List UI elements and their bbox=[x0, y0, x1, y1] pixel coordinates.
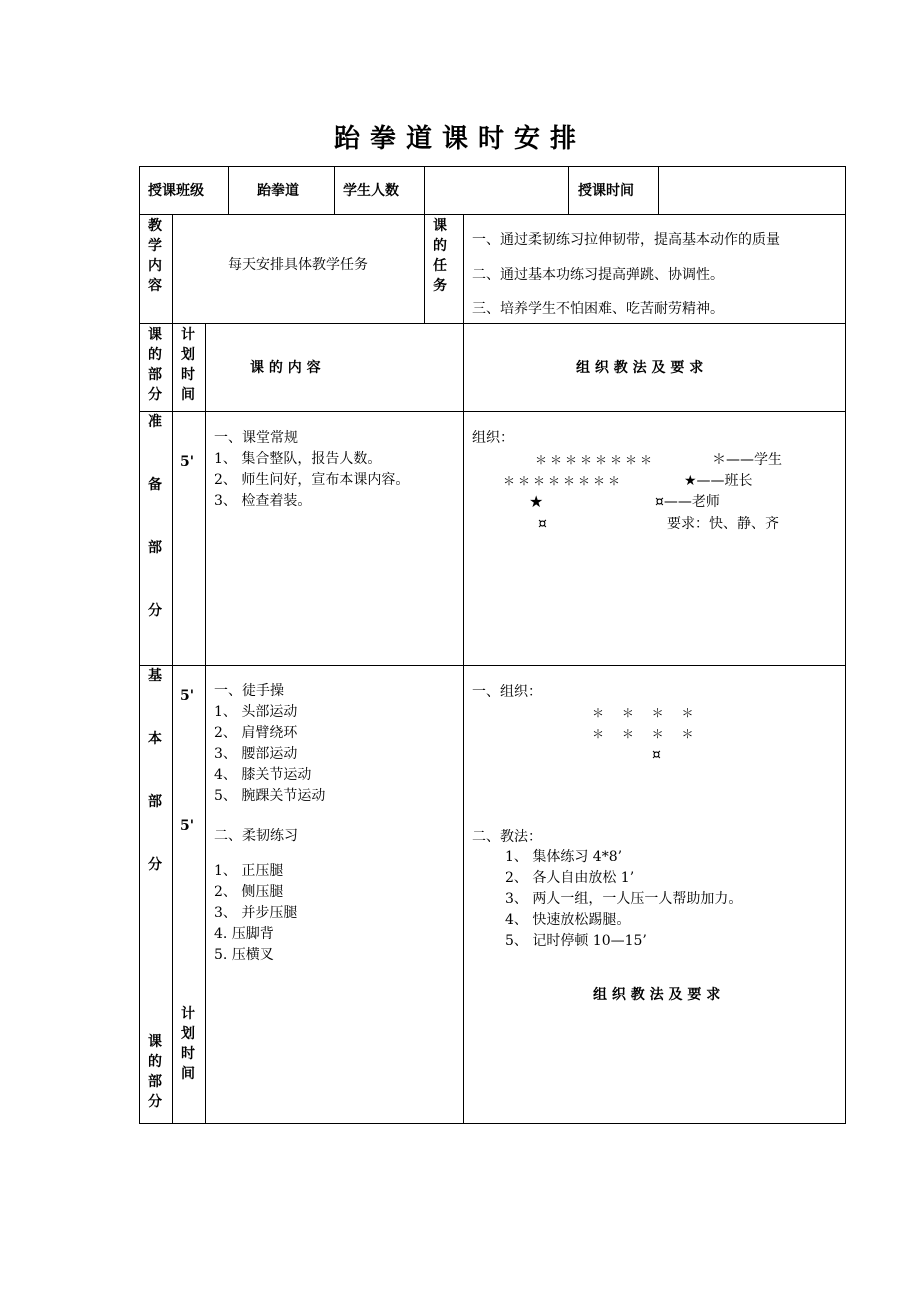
content-label: 教学内容 bbox=[148, 218, 162, 294]
list-item: 3、 检查着装。 bbox=[214, 493, 312, 509]
part-column-header: 课的部分 bbox=[148, 327, 162, 403]
basic-time-2: 5' bbox=[180, 818, 195, 834]
prep-content-title: 一、课堂常规 bbox=[214, 430, 298, 446]
prep-time: 5' bbox=[180, 454, 195, 470]
list-item: 2、 侧压腿 bbox=[214, 884, 284, 900]
basic-method-label: 二、教法： bbox=[472, 829, 542, 845]
list-item: 5. 压横叉 bbox=[214, 947, 274, 963]
time-column-header: 计划时间 bbox=[181, 327, 195, 403]
task-item: 二、通过基本功练习提高弹跳、协调性。 bbox=[472, 267, 724, 283]
list-item: 3、 并步压腿 bbox=[214, 905, 298, 921]
captain-star-icon: ★ bbox=[529, 492, 544, 511]
prep-part-label: 准备部分 bbox=[148, 414, 162, 619]
list-item: 4. 压脚背 bbox=[214, 926, 274, 942]
method-column-header: 组 织 教 法 及 要 求 bbox=[576, 360, 704, 376]
basic-section-2 bbox=[214, 861, 297, 966]
time-label: 授课时间 bbox=[578, 183, 634, 199]
list-item: 4、 膝关节运动 bbox=[214, 767, 312, 783]
basic-time-1: 5' bbox=[180, 688, 195, 704]
prep-org-label: 组织： bbox=[472, 430, 514, 446]
basic-method-list bbox=[505, 847, 742, 952]
task-item: 三、培养学生不怕困难、吃苦耐劳精神。 bbox=[472, 301, 724, 317]
list-item: 1、 集合整队，报告人数。 bbox=[214, 451, 382, 467]
class-value: 跆拳道 bbox=[257, 183, 299, 199]
repeat-part-header: 课的部分 bbox=[148, 1034, 162, 1110]
student-row: ＊＊＊＊＊＊＊＊ bbox=[535, 453, 656, 467]
basic-section-1 bbox=[214, 681, 325, 807]
prep-content bbox=[214, 428, 409, 512]
repeat-method-header: 组 织 教 法 及 要 求 bbox=[593, 987, 721, 1003]
basic-part-label: 基本部分 bbox=[148, 668, 162, 873]
content-value: 每天安排具体教学任务 bbox=[228, 257, 368, 273]
student-row: ＊＊＊＊＊＊＊＊ bbox=[503, 474, 624, 488]
prep-requirement: 要求：快、静、齐 bbox=[667, 516, 779, 532]
legend-captain: ★——班长 bbox=[684, 473, 753, 489]
teacher-icon: ¤ bbox=[538, 516, 547, 532]
students-label: 学生人数 bbox=[343, 183, 399, 199]
list-item: 3、 腰部运动 bbox=[214, 746, 298, 762]
class-label: 授课班级 bbox=[148, 183, 204, 199]
student-row: ＊ ＊ ＊ ＊ bbox=[592, 727, 694, 741]
list-item: 5、 腕踝关节运动 bbox=[214, 788, 326, 804]
content-column-header: 课 的 内 容 bbox=[250, 360, 321, 376]
page-title: 跆拳道课时安排 bbox=[333, 124, 586, 154]
section-title: 一、徒手操 bbox=[214, 683, 284, 699]
section-title: 二、柔韧练习 bbox=[214, 828, 298, 844]
task-item: 一、通过柔韧练习拉伸韧带，提高基本动作的质量 bbox=[472, 232, 780, 248]
list-item: 5、 记时停顿 10—15’ bbox=[505, 933, 647, 949]
tasks-label: 课的任务 bbox=[433, 218, 447, 294]
list-item: 1、 集体练习 4*8’ bbox=[505, 849, 623, 865]
student-row: ＊ ＊ ＊ ＊ bbox=[592, 706, 694, 720]
list-item: 1、 正压腿 bbox=[214, 863, 284, 879]
legend-teacher: ¤——老师 bbox=[655, 494, 720, 510]
list-item: 1、 头部运动 bbox=[214, 704, 298, 720]
list-item: 2、 各人自由放松 1’ bbox=[505, 870, 635, 886]
list-item: 4、 快速放松踢腿。 bbox=[505, 912, 631, 928]
teacher-icon: ¤ bbox=[652, 747, 661, 763]
list-item: 2、 肩臂绕环 bbox=[214, 725, 298, 741]
list-item: 3、 两人一组，一人压一人帮助加力。 bbox=[505, 891, 743, 907]
legend-student: ＊——学生 bbox=[712, 452, 782, 468]
repeat-time-header: 计划时间 bbox=[181, 1006, 195, 1082]
list-item: 2、 师生问好，宣布本课内容。 bbox=[214, 472, 410, 488]
basic-org-label: 一、组织： bbox=[472, 684, 542, 700]
